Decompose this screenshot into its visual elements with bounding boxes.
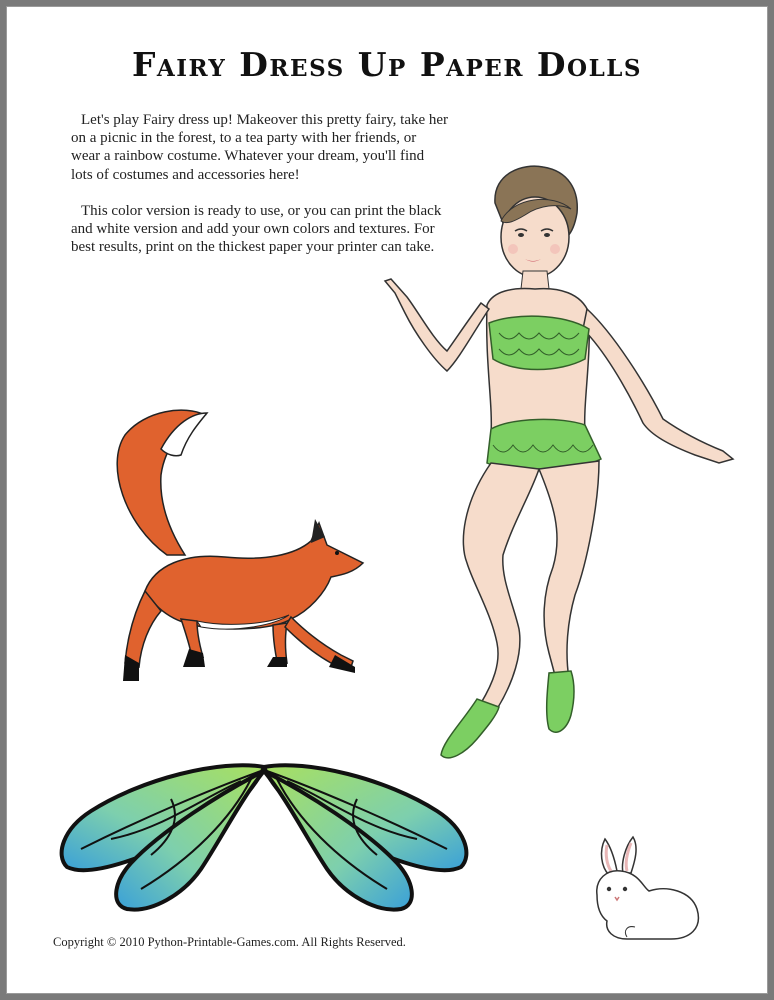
paper-doll-sheet xyxy=(6,6,768,994)
copyright-notice: Copyright © 2010 Python-Printable-Games.com. All Rights Reserved. xyxy=(53,935,406,949)
fairy-doll-illustration xyxy=(363,163,743,773)
intro-paragraph-1: Let's play Fairy dress up! Makeover this pretty fairy, take her on a picnic in the forest, to a tea party with her friends, or wear a rainbow costume. Whatever your dream, you'll find lots of costumes and accessories here! xyxy=(71,112,449,183)
fairy-wings-illustration xyxy=(51,759,477,921)
bunny-illustration xyxy=(587,833,709,945)
page-title: Fairy Dress Up Paper Dolls xyxy=(131,45,643,84)
fox-illustration xyxy=(105,405,375,687)
intro-paragraph-2: This color version is ready to use, or you can print the black and white version and add your own colors and textures. For best results, print on the thickest paper your printer can take. xyxy=(71,202,442,256)
